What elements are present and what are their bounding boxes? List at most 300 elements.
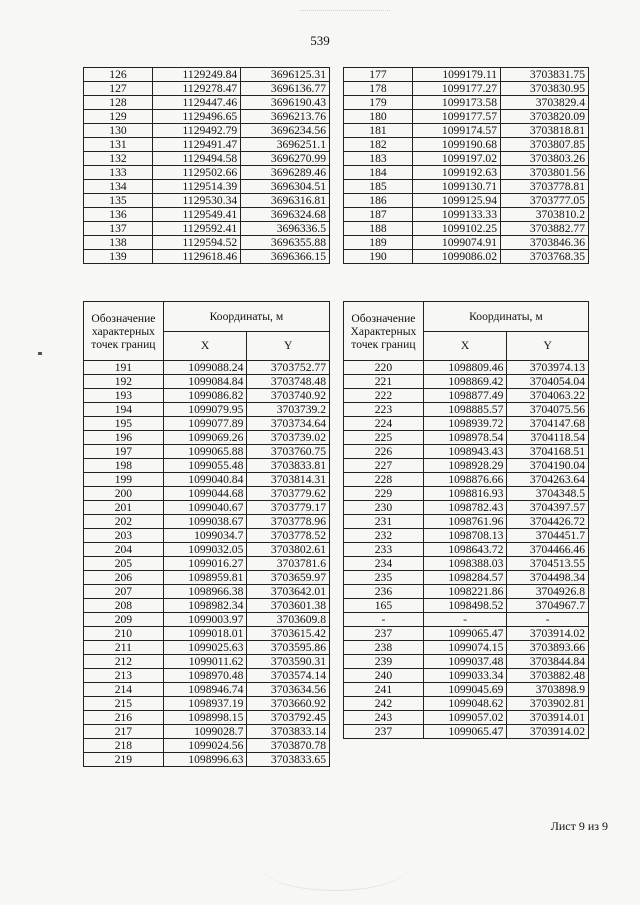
coord-x: 1099024.56 — [163, 739, 247, 753]
coord-x: 1099018.01 — [163, 627, 247, 641]
coord-x: 1099028.7 — [163, 725, 247, 739]
coord-x: 1099038.67 — [163, 515, 247, 529]
point-number: 228 — [344, 473, 424, 487]
point-number: 203 — [84, 529, 164, 543]
table-row — [344, 571, 589, 585]
coords-table-top-left — [83, 67, 330, 264]
table-row — [84, 459, 330, 473]
header-x: X — [163, 331, 247, 361]
coord-y: 3704054.04 — [507, 375, 589, 389]
point-number: 208 — [84, 599, 164, 613]
table-row — [344, 655, 589, 669]
coord-x: 1099074.15 — [423, 641, 507, 655]
coord-x: 1129530.34 — [153, 194, 241, 208]
point-number: 233 — [344, 543, 424, 557]
coord-y: 3704426.72 — [507, 515, 589, 529]
point-number: 227 — [344, 459, 424, 473]
coord-x: 1129549.41 — [153, 208, 241, 222]
coord-y: 3703739.02 — [247, 431, 330, 445]
coord-y: 3696270.99 — [241, 152, 330, 166]
point-number: 188 — [344, 222, 413, 236]
table-row — [344, 152, 589, 166]
coord-x: 1129491.47 — [153, 138, 241, 152]
point-number: 234 — [344, 557, 424, 571]
point-number: 181 — [344, 124, 413, 138]
table-row — [344, 222, 589, 236]
coord-x: 1098943.43 — [423, 445, 507, 459]
point-number: 194 — [84, 403, 164, 417]
table-row — [344, 585, 589, 599]
coord-x: 1099044.68 — [163, 487, 247, 501]
coord-y: 3696213.76 — [241, 110, 330, 124]
point-number: 221 — [344, 375, 424, 389]
table-row — [344, 641, 589, 655]
coord-x: 1129249.84 — [153, 68, 241, 82]
coord-x: 1098761.96 — [423, 515, 507, 529]
coord-x: 1098998.15 — [163, 711, 247, 725]
coord-y: 3703846.36 — [501, 236, 589, 250]
coord-x: 1098966.38 — [163, 585, 247, 599]
coords-table-top-right — [343, 67, 589, 264]
coord-y: 3696366.15 — [241, 250, 330, 264]
coord-y: 3703829.4 — [501, 96, 589, 110]
coord-x: 1099102.25 — [413, 222, 501, 236]
point-number: 225 — [344, 431, 424, 445]
coord-y: 3703792.45 — [247, 711, 330, 725]
coord-x: 1129514.39 — [153, 180, 241, 194]
coord-x: 1098284.57 — [423, 571, 507, 585]
table-row — [344, 543, 589, 557]
table-row — [344, 445, 589, 459]
coord-y: 3703781.6 — [247, 557, 330, 571]
coord-y: 3696234.56 — [241, 124, 330, 138]
coord-y: 3703634.56 — [247, 683, 330, 697]
coord-y: 3703914.02 — [507, 725, 589, 739]
table-row — [84, 194, 330, 208]
table-row — [84, 236, 330, 250]
coord-y: 3703803.26 — [501, 152, 589, 166]
point-number: 229 — [344, 487, 424, 501]
coord-y: 3696304.51 — [241, 180, 330, 194]
coord-x: 1099003.97 — [163, 613, 247, 627]
coord-x: 1098978.54 — [423, 431, 507, 445]
coords-table-bottom-left — [83, 301, 330, 767]
table-row — [344, 627, 589, 641]
coord-y: 3703882.77 — [501, 222, 589, 236]
point-number: 205 — [84, 557, 164, 571]
point-number: 192 — [84, 375, 164, 389]
coord-y: 3703801.56 — [501, 166, 589, 180]
coord-x: 1099055.48 — [163, 459, 247, 473]
coord-y: 3696125.31 — [241, 68, 330, 82]
coord-y: 3703595.86 — [247, 641, 330, 655]
point-number: 224 — [344, 417, 424, 431]
header-point: Обозначение Характерных точек границ — [344, 302, 424, 361]
point-number: 183 — [344, 152, 413, 166]
coord-x: 1099077.89 — [163, 417, 247, 431]
point-number: 237 — [344, 627, 424, 641]
coord-y: 3704466.46 — [507, 543, 589, 557]
point-number: 231 — [344, 515, 424, 529]
point-number: 219 — [84, 753, 164, 767]
coord-y: 3704348.5 — [507, 487, 589, 501]
coord-x: 1098816.93 — [423, 487, 507, 501]
signature-scribble — [260, 840, 410, 891]
table-row — [84, 529, 330, 543]
point-number: 216 — [84, 711, 164, 725]
coord-y: 3703833.81 — [247, 459, 330, 473]
coord-x: 1099034.7 — [163, 529, 247, 543]
table-row — [344, 697, 589, 711]
table-row — [344, 194, 589, 208]
point-number: 187 — [344, 208, 413, 222]
coord-x: 1099074.91 — [413, 236, 501, 250]
header-point: Обозначение характерных точек границ — [84, 302, 164, 361]
coord-y: 3703882.48 — [507, 669, 589, 683]
coord-x: 1098928.29 — [423, 459, 507, 473]
coord-y: - — [507, 613, 589, 627]
coord-y: 3703814.31 — [247, 473, 330, 487]
coord-x: 1099088.24 — [163, 361, 247, 375]
coord-x: 1099079.95 — [163, 403, 247, 417]
coord-y: 3704075.56 — [507, 403, 589, 417]
coord-y: 3703802.61 — [247, 543, 330, 557]
coord-y: 3703748.48 — [247, 375, 330, 389]
table-row — [344, 683, 589, 697]
page-number: 539 — [310, 33, 330, 48]
table-row — [344, 361, 589, 375]
coord-x: 1099065.47 — [423, 725, 507, 739]
point-number: 139 — [84, 250, 153, 264]
coord-x: 1099133.33 — [413, 208, 501, 222]
coord-x: 1099177.27 — [413, 82, 501, 96]
coord-x: 1099040.84 — [163, 473, 247, 487]
point-number: 220 — [344, 361, 424, 375]
point-number: 240 — [344, 669, 424, 683]
coord-x: 1098982.34 — [163, 599, 247, 613]
coord-y: 3703601.38 — [247, 599, 330, 613]
table-row — [344, 711, 589, 725]
coord-y: 3703893.66 — [507, 641, 589, 655]
coord-y: 3703574.14 — [247, 669, 330, 683]
coord-x: 1129496.65 — [153, 110, 241, 124]
coord-y: 3703778.81 — [501, 180, 589, 194]
coord-x: 1098708.13 — [423, 529, 507, 543]
point-number: 134 — [84, 180, 153, 194]
point-number: 230 — [344, 501, 424, 515]
table-row — [84, 473, 330, 487]
coord-y: 3704926.8 — [507, 585, 589, 599]
header-coords: Координаты, м — [423, 302, 588, 332]
coord-x: 1099040.67 — [163, 501, 247, 515]
table-row — [84, 613, 330, 627]
header-x: X — [423, 331, 507, 361]
point-number: 126 — [84, 68, 153, 82]
coord-y: 3703902.81 — [507, 697, 589, 711]
point-number: 184 — [344, 166, 413, 180]
table-row — [344, 180, 589, 194]
point-number: 128 — [84, 96, 153, 110]
table-row — [84, 96, 330, 110]
coord-x: 1098388.03 — [423, 557, 507, 571]
table-row — [344, 417, 589, 431]
coord-y: 3704190.04 — [507, 459, 589, 473]
point-number: 238 — [344, 641, 424, 655]
coord-x: 1098643.72 — [423, 543, 507, 557]
point-number: 135 — [84, 194, 153, 208]
coord-y: 3704118.54 — [507, 431, 589, 445]
table-row — [84, 683, 330, 697]
coord-y: 3703807.85 — [501, 138, 589, 152]
coord-y: 3703779.62 — [247, 487, 330, 501]
coord-x: 1098959.81 — [163, 571, 247, 585]
coord-y: 3703739.2 — [247, 403, 330, 417]
table-row — [84, 361, 330, 375]
point-number: 137 — [84, 222, 153, 236]
coord-x: 1098876.66 — [423, 473, 507, 487]
coord-y: 3703615.42 — [247, 627, 330, 641]
table-row — [84, 627, 330, 641]
table-row — [84, 152, 330, 166]
coord-x: 1129594.52 — [153, 236, 241, 250]
point-number: 242 — [344, 697, 424, 711]
coord-x: 1099016.27 — [163, 557, 247, 571]
header-y: Y — [507, 331, 589, 361]
coord-y: 3703609.8 — [247, 613, 330, 627]
coord-y: 3703831.75 — [501, 68, 589, 82]
coord-y: 3704063.22 — [507, 389, 589, 403]
table-row — [344, 389, 589, 403]
coord-y: 3703898.9 — [507, 683, 589, 697]
coord-y: 3696190.43 — [241, 96, 330, 110]
table-row — [84, 82, 330, 96]
table-row — [84, 669, 330, 683]
point-number: 210 — [84, 627, 164, 641]
coord-y: 3703659.97 — [247, 571, 330, 585]
table-row — [84, 250, 330, 264]
point-number: 127 — [84, 82, 153, 96]
point-number: 213 — [84, 669, 164, 683]
table-row — [84, 138, 330, 152]
coord-y: 3704397.57 — [507, 501, 589, 515]
coord-y: 3696251.1 — [241, 138, 330, 152]
header-y: Y — [247, 331, 330, 361]
point-number: 237 — [344, 725, 424, 739]
table-row — [344, 138, 589, 152]
coord-x: 1099037.48 — [423, 655, 507, 669]
table-row — [344, 236, 589, 250]
table-row — [344, 529, 589, 543]
coord-x: 1099033.34 — [423, 669, 507, 683]
coord-y: 3703818.81 — [501, 124, 589, 138]
table-row — [344, 473, 589, 487]
coord-y: 3703660.92 — [247, 697, 330, 711]
point-number: 226 — [344, 445, 424, 459]
table-row — [84, 403, 330, 417]
scan-smudge — [300, 10, 390, 21]
table-row — [84, 543, 330, 557]
coord-y: 3704513.55 — [507, 557, 589, 571]
coord-y: 3703779.17 — [247, 501, 330, 515]
coord-x: 1099174.57 — [413, 124, 501, 138]
coord-y: 3696136.77 — [241, 82, 330, 96]
coord-x: 1099032.05 — [163, 543, 247, 557]
coord-x: 1098221.86 — [423, 585, 507, 599]
coord-x: 1099048.62 — [423, 697, 507, 711]
table-row — [344, 557, 589, 571]
point-number: 136 — [84, 208, 153, 222]
table-row — [84, 487, 330, 501]
point-number: 239 — [344, 655, 424, 669]
point-number: 129 — [84, 110, 153, 124]
table-row — [84, 68, 330, 82]
table-row — [84, 655, 330, 669]
coord-x: 1098877.49 — [423, 389, 507, 403]
point-number: 207 — [84, 585, 164, 599]
table-row — [344, 669, 589, 683]
coord-y: 3696336.5 — [241, 222, 330, 236]
table-row — [344, 459, 589, 473]
coord-x: 1098939.72 — [423, 417, 507, 431]
point-number: 130 — [84, 124, 153, 138]
point-number: 190 — [344, 250, 413, 264]
header-coords: Координаты, м — [163, 302, 329, 332]
coord-x: 1129592.41 — [153, 222, 241, 236]
table-row — [84, 431, 330, 445]
coord-x: 1098970.48 — [163, 669, 247, 683]
coord-y: 3696316.81 — [241, 194, 330, 208]
coord-x: 1129618.46 — [153, 250, 241, 264]
coord-x: 1098885.57 — [423, 403, 507, 417]
point-number: 189 — [344, 236, 413, 250]
table-row — [344, 375, 589, 389]
coord-y: 3704498.34 — [507, 571, 589, 585]
coord-y: 3703830.95 — [501, 82, 589, 96]
point-number: 180 — [344, 110, 413, 124]
table-row — [84, 501, 330, 515]
coord-y: 3704451.7 — [507, 529, 589, 543]
table-row — [344, 403, 589, 417]
table-row — [84, 166, 330, 180]
table-row — [84, 557, 330, 571]
coord-x: 1099190.68 — [413, 138, 501, 152]
point-number: 214 — [84, 683, 164, 697]
coord-y: 3703833.65 — [247, 753, 330, 767]
coord-y: 3703760.75 — [247, 445, 330, 459]
point-number: 206 — [84, 571, 164, 585]
coord-y: 3703734.64 — [247, 417, 330, 431]
point-number: 186 — [344, 194, 413, 208]
point-number: 195 — [84, 417, 164, 431]
point-number: 178 — [344, 82, 413, 96]
coord-x: 1129447.46 — [153, 96, 241, 110]
table-row — [344, 431, 589, 445]
table-row — [344, 599, 589, 613]
point-number: 222 — [344, 389, 424, 403]
point-number: 236 — [344, 585, 424, 599]
coord-y: 3703870.78 — [247, 739, 330, 753]
coord-y: 3703974.13 — [507, 361, 589, 375]
coord-y: 3703778.52 — [247, 529, 330, 543]
point-number: 209 — [84, 613, 164, 627]
table-row — [344, 96, 589, 110]
coord-y: 3703810.2 — [501, 208, 589, 222]
table-row — [84, 739, 330, 753]
coord-x: 1099065.47 — [423, 627, 507, 641]
table-row — [344, 613, 589, 627]
coord-x: 1098869.42 — [423, 375, 507, 389]
coord-x: 1129502.66 — [153, 166, 241, 180]
table-row — [84, 711, 330, 725]
point-number: 191 — [84, 361, 164, 375]
table-row — [84, 208, 330, 222]
coord-y: 3704263.64 — [507, 473, 589, 487]
table-row — [344, 250, 589, 264]
coord-x: 1098946.74 — [163, 683, 247, 697]
table-row — [84, 697, 330, 711]
scan-mark — [38, 352, 42, 355]
coord-y: 3704147.68 — [507, 417, 589, 431]
coord-x: 1099197.02 — [413, 152, 501, 166]
coord-x: 1098937.19 — [163, 697, 247, 711]
coord-x: 1099177.57 — [413, 110, 501, 124]
coord-y: 3704967.7 — [507, 599, 589, 613]
table-row — [344, 68, 589, 82]
coord-x: 1099084.84 — [163, 375, 247, 389]
table-row — [344, 110, 589, 124]
table-row — [84, 571, 330, 585]
point-number: 131 — [84, 138, 153, 152]
coord-y: 3703777.05 — [501, 194, 589, 208]
point-number: 133 — [84, 166, 153, 180]
point-number: 196 — [84, 431, 164, 445]
point-number: 232 — [344, 529, 424, 543]
table-row — [84, 375, 330, 389]
point-number: 200 — [84, 487, 164, 501]
point-number: 215 — [84, 697, 164, 711]
coord-x: 1099192.63 — [413, 166, 501, 180]
point-number: 165 — [344, 599, 424, 613]
point-number: 179 — [344, 96, 413, 110]
coords-table-bottom-right — [343, 301, 589, 739]
coord-y: 3703914.01 — [507, 711, 589, 725]
point-number: 177 — [344, 68, 413, 82]
coord-y: 3703590.31 — [247, 655, 330, 669]
coord-y: 3696324.68 — [241, 208, 330, 222]
coord-x: 1099125.94 — [413, 194, 501, 208]
table-row — [344, 166, 589, 180]
coord-x: 1099069.26 — [163, 431, 247, 445]
table-row — [84, 599, 330, 613]
coord-y: 3703820.09 — [501, 110, 589, 124]
coord-x: 1099065.88 — [163, 445, 247, 459]
point-number: 212 — [84, 655, 164, 669]
point-number: 241 — [344, 683, 424, 697]
point-number: 197 — [84, 445, 164, 459]
point-number: 199 — [84, 473, 164, 487]
coord-x: 1129492.79 — [153, 124, 241, 138]
coord-x: 1099086.82 — [163, 389, 247, 403]
table-row — [84, 753, 330, 767]
coord-y: 3703768.35 — [501, 250, 589, 264]
coord-x: 1129494.58 — [153, 152, 241, 166]
coord-x: 1099086.02 — [413, 250, 501, 264]
point-number: 132 — [84, 152, 153, 166]
coord-x: 1099130.71 — [413, 180, 501, 194]
sheet-counter: Лист 9 из 9 — [550, 819, 608, 833]
coord-x: - — [423, 613, 507, 627]
table-row — [344, 501, 589, 515]
